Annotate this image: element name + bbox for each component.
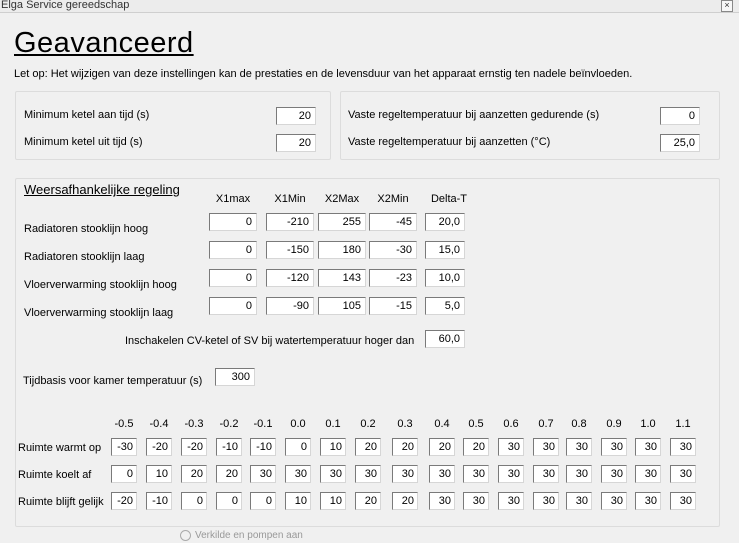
room-value-input[interactable]: 0 [181, 492, 207, 510]
weather-value-input[interactable]: 0 [209, 213, 257, 231]
weather-value-input[interactable]: -90 [266, 297, 314, 315]
weather-value-input[interactable]: 10,0 [425, 269, 465, 287]
room-value-input[interactable]: 30 [533, 465, 559, 483]
room-col-header: 0.1 [325, 418, 341, 430]
room-value-input[interactable]: 0 [216, 492, 242, 510]
room-value-input[interactable]: 30 [285, 465, 311, 483]
room-value-input[interactable]: 30 [670, 438, 696, 456]
weather-value-input[interactable]: 0 [209, 241, 257, 259]
room-value-input[interactable]: -10 [216, 438, 242, 456]
weather-value-input[interactable]: 0 [209, 269, 257, 287]
room-col-header: 0.4 [434, 418, 450, 430]
room-col-header: -0.4 [149, 418, 169, 430]
room-value-input[interactable]: 30 [601, 492, 627, 510]
weather-col-header: X2Max [324, 193, 360, 205]
room-col-header: 0.5 [468, 418, 484, 430]
room-col-header: 0.9 [606, 418, 622, 430]
weather-col-header: X2Min [377, 193, 409, 205]
weather-value-input[interactable]: 5,0 [425, 297, 465, 315]
room-value-input[interactable]: 20 [392, 492, 418, 510]
room-col-header: 0.7 [538, 418, 554, 430]
room-value-input[interactable]: 0 [111, 465, 137, 483]
room-value-input[interactable]: 20 [355, 492, 381, 510]
weather-value-input[interactable]: -210 [266, 213, 314, 231]
room-value-input[interactable]: 0 [250, 492, 276, 510]
room-value-input[interactable]: 30 [463, 492, 489, 510]
min-on-label: Minimum ketel aan tijd (s) [24, 109, 150, 121]
room-col-header: 0.2 [360, 418, 376, 430]
weather-value-input[interactable]: -23 [369, 269, 417, 287]
background-radio-option [180, 530, 303, 541]
room-col-header: -0.5 [114, 418, 134, 430]
room-col-header: 1.0 [640, 418, 656, 430]
room-value-input[interactable]: 30 [566, 492, 592, 510]
room-row-label: Ruimte blijft gelijk [18, 496, 104, 508]
room-value-input[interactable]: -30 [111, 438, 137, 456]
room-value-input[interactable]: 0 [285, 438, 311, 456]
window-title: Elga Service gereedschap [1, 0, 130, 11]
room-value-input[interactable]: 10 [285, 492, 311, 510]
room-value-input[interactable]: 20 [429, 438, 455, 456]
weather-value-input[interactable]: -15 [369, 297, 417, 315]
room-value-input[interactable]: 30 [635, 465, 661, 483]
weather-value-input[interactable]: 0 [209, 297, 257, 315]
weather-col-header: X1max [215, 193, 251, 205]
room-value-input[interactable]: -10 [250, 438, 276, 456]
room-value-input[interactable]: 30 [670, 492, 696, 510]
weather-value-input[interactable]: 143 [318, 269, 366, 287]
room-value-input[interactable]: 30 [463, 465, 489, 483]
fixed-duration-input[interactable]: 0 [660, 107, 700, 125]
room-col-header: 0.3 [397, 418, 413, 430]
room-col-header: 0.6 [503, 418, 519, 430]
timebase-label: Tijdbasis voor kamer temperatuur (s) [23, 375, 203, 387]
weather-value-input[interactable]: -45 [369, 213, 417, 231]
weather-value-input[interactable]: 15,0 [425, 241, 465, 259]
room-value-input[interactable]: 30 [601, 438, 627, 456]
min-off-label: Minimum ketel uit tijd (s) [24, 136, 143, 148]
room-value-input[interactable]: 30 [635, 492, 661, 510]
room-value-input[interactable]: 30 [498, 492, 524, 510]
room-col-header: -0.3 [184, 418, 204, 430]
cv-label: Inschakelen CV-ketel of SV bij watertemperatuur hoger dan [125, 335, 415, 347]
room-row-label: Ruimte warmt op [18, 442, 102, 454]
weather-value-input[interactable]: 255 [318, 213, 366, 231]
room-col-header: -0.1 [253, 418, 273, 430]
room-value-input[interactable]: 30 [429, 492, 455, 510]
weather-row-label: Radiatoren stooklijn laag [24, 251, 145, 263]
weather-value-input[interactable]: 105 [318, 297, 366, 315]
room-value-input[interactable]: 20 [355, 438, 381, 456]
room-value-input[interactable]: 20 [216, 465, 242, 483]
room-value-input[interactable]: -20 [181, 438, 207, 456]
room-value-input[interactable]: 30 [601, 465, 627, 483]
close-icon[interactable]: × [721, 0, 733, 12]
weather-value-input[interactable]: 180 [318, 241, 366, 259]
room-value-input[interactable]: 30 [670, 465, 696, 483]
room-value-input[interactable]: 30 [355, 465, 381, 483]
page-title: Geavanceerd [14, 27, 194, 59]
weather-value-input[interactable]: -30 [369, 241, 417, 259]
room-col-header: -0.2 [219, 418, 239, 430]
room-value-input[interactable]: 30 [533, 438, 559, 456]
room-value-input[interactable]: 10 [146, 465, 172, 483]
room-value-input[interactable]: 30 [498, 465, 524, 483]
weather-row-label: Vloerverwarming stooklijn hoog [24, 279, 177, 291]
weather-value-input[interactable]: -120 [266, 269, 314, 287]
background-option-label: Verkilde en pompen aan [195, 530, 303, 542]
room-value-input[interactable]: 30 [635, 438, 661, 456]
weather-title: Weersafhankelijke regeling [24, 182, 180, 197]
room-col-header: 1.1 [675, 418, 691, 430]
room-value-input[interactable]: 30 [320, 465, 346, 483]
warning-text: Let op: Het wijzigen van deze instellingen kan de prestaties en de levensduur van het apparaat ernstig ten nadele beïnvloeden. [14, 68, 633, 80]
room-value-input[interactable]: -20 [146, 438, 172, 456]
fixed-duration-label: Vaste regeltemperatuur bij aanzetten gedurende (s) [348, 109, 600, 121]
min-off-input[interactable]: 20 [276, 134, 316, 152]
cv-input[interactable]: 60,0 [425, 330, 465, 348]
fixed-temp-label: Vaste regeltemperatuur bij aanzetten (°C) [348, 136, 551, 148]
room-value-input[interactable]: 10 [320, 492, 346, 510]
weather-col-header: Delta-T [430, 193, 468, 205]
window-titlebar [0, 0, 739, 13]
room-value-input[interactable]: -10 [146, 492, 172, 510]
room-value-input[interactable]: 20 [463, 438, 489, 456]
weather-col-header: X1Min [274, 193, 306, 205]
room-value-input[interactable]: 30 [566, 465, 592, 483]
room-col-header: 0.0 [290, 418, 306, 430]
room-value-input[interactable]: 10 [320, 438, 346, 456]
room-row-label: Ruimte koelt af [18, 469, 92, 481]
min-on-input[interactable]: 20 [276, 107, 316, 125]
room-value-input[interactable]: 30 [392, 465, 418, 483]
room-value-input[interactable]: 20 [181, 465, 207, 483]
room-value-input[interactable]: 30 [566, 438, 592, 456]
room-value-input[interactable]: 30 [250, 465, 276, 483]
weather-row-label: Radiatoren stooklijn hoog [24, 223, 149, 235]
room-col-header: 0.8 [571, 418, 587, 430]
timebase-input[interactable]: 300 [215, 368, 255, 386]
weather-value-input[interactable]: 20,0 [425, 213, 465, 231]
weather-row-label: Vloerverwarming stooklijn laag [24, 307, 174, 319]
fixed-temp-input[interactable]: 25,0 [660, 134, 700, 152]
room-value-input[interactable]: 30 [498, 438, 524, 456]
room-value-input[interactable]: 20 [392, 438, 418, 456]
radio-icon [180, 530, 191, 541]
room-value-input[interactable]: 30 [533, 492, 559, 510]
weather-value-input[interactable]: -150 [266, 241, 314, 259]
room-value-input[interactable]: 30 [429, 465, 455, 483]
room-value-input[interactable]: -20 [111, 492, 137, 510]
